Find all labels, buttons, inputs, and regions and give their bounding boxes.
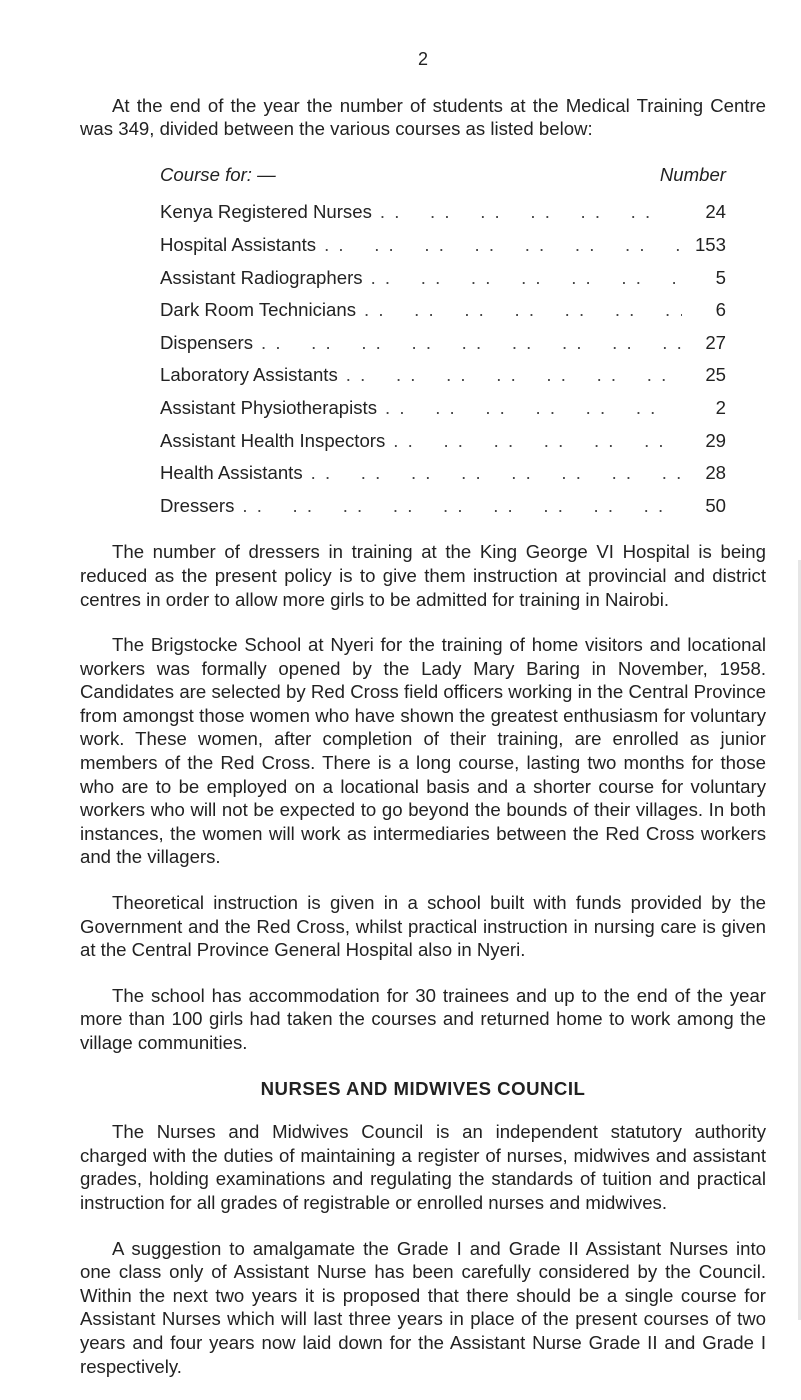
document-page [80,48,766,1400]
course-number: 28 [705,462,726,484]
amalgamation-paragraph: A suggestion to amalgamate the Grade I and Grade II Assistant Nurses into one class only of Assistant Nurse has been carefully considered by the Council. Within the next two years it is proposed that there should be a single course for Assistant Nurses which will last three years in place of the present courses of two years and four years now laid down for the Assistant Nurse Grade II and Grade I respectively. [80,1237,766,1377]
course-name: Health Assistants [160,462,303,484]
council-description-paragraph: The Nurses and Midwives Council is an independent statutory authority charged with the duties of maintaining a register of nurses, midwives and assistant grades, holding examinations and regulating the standards of tuition and practical instruction for all grades of registrable or enrolled nurses and midwives. [80,1121,766,1213]
course-row [160,233,726,266]
section-heading: NURSES AND MIDWIVES COUNCIL [260,1077,586,1099]
course-name: Dressers [160,494,235,516]
course-number: 25 [705,364,726,386]
course-row [160,200,726,233]
course-name: Assistant Physiotherapists [160,396,378,418]
course-name: Laboratory Assistants [160,364,338,386]
course-row [160,429,726,462]
course-row [160,331,726,364]
school-accommodation-paragraph: The school has accommodation for 30 trainees and up to the end of the year more than 100 girls had taken the courses and returned home to work among the village communities. [80,984,766,1053]
brigstocke-school-paragraph: The Brigstocke School at Nyeri for the training of home visitors and locational workers was formally opened by the Lady Mary Baring in November, 1958. Candidates are selected by Red Cross field officers working in the Central Province from amongst those women who have shown the greatest enthusiasm for voluntary work. These women, after completion of their training, are enrolled as junior members of the Red Cross. There is a long course, lasting two months for those who are to be employed on a locational basis and a shorter course for voluntary workers who will not be expected to go beyond the bounds of their villages. In both instances, the women will work as intermediaries between the Red Cross workers and the villagers. [80,634,766,868]
dot-leader [364,298,682,322]
course-number: 153 [694,233,726,255]
theoretical-instruction-paragraph: Theoretical instruction is given in a school built with funds provided by the Government and the Red Cross, whilst practical instruction in nursing care is given at the Central Province General Hospital also in Nyeri. [80,892,766,961]
dot-leader [371,266,682,290]
course-name: Hospital Assistants [160,233,317,255]
number-column-header: Number [659,163,726,185]
dot-leader [311,461,682,485]
course-number: 5 [715,266,726,288]
course-number: 24 [705,201,726,223]
course-name: Assistant Health Inspectors [160,429,386,451]
course-name: Assistant Radiographers [160,266,363,288]
dot-leader [393,429,682,453]
course-row [160,363,726,396]
course-name: Kenya Registered Nurses [160,201,372,223]
course-number: 6 [715,299,726,321]
course-column-header: Course for: — [160,163,276,185]
course-table [160,163,726,527]
dot-leader [324,233,682,257]
course-row [160,461,726,494]
dot-leader [261,331,682,355]
dressers-paragraph: The number of dressers in training at the King George VI Hospital is being reduced as the present policy is to give them instruction at provincial and district centres in order to allow more girls to be admitted for training in Nairobi. [80,541,766,610]
course-number: 2 [715,396,726,418]
course-name: Dispensers [160,331,254,353]
course-number: 50 [705,494,726,516]
intro-paragraph: At the end of the year the number of students at the Medical Training Centre was 349, divided between the various courses as listed below: [80,94,766,140]
course-row [160,494,726,527]
course-table-header [160,163,726,187]
course-number: 29 [705,429,726,451]
dot-leader [346,363,682,387]
course-row [160,266,726,299]
dot-leader [385,396,682,420]
dot-leader [380,200,682,224]
dot-leader [242,494,682,518]
course-row [160,396,726,429]
course-row [160,298,726,331]
course-number: 27 [705,331,726,353]
page-number: 2 [417,49,428,69]
course-name: Dark Room Technicians [160,299,357,321]
